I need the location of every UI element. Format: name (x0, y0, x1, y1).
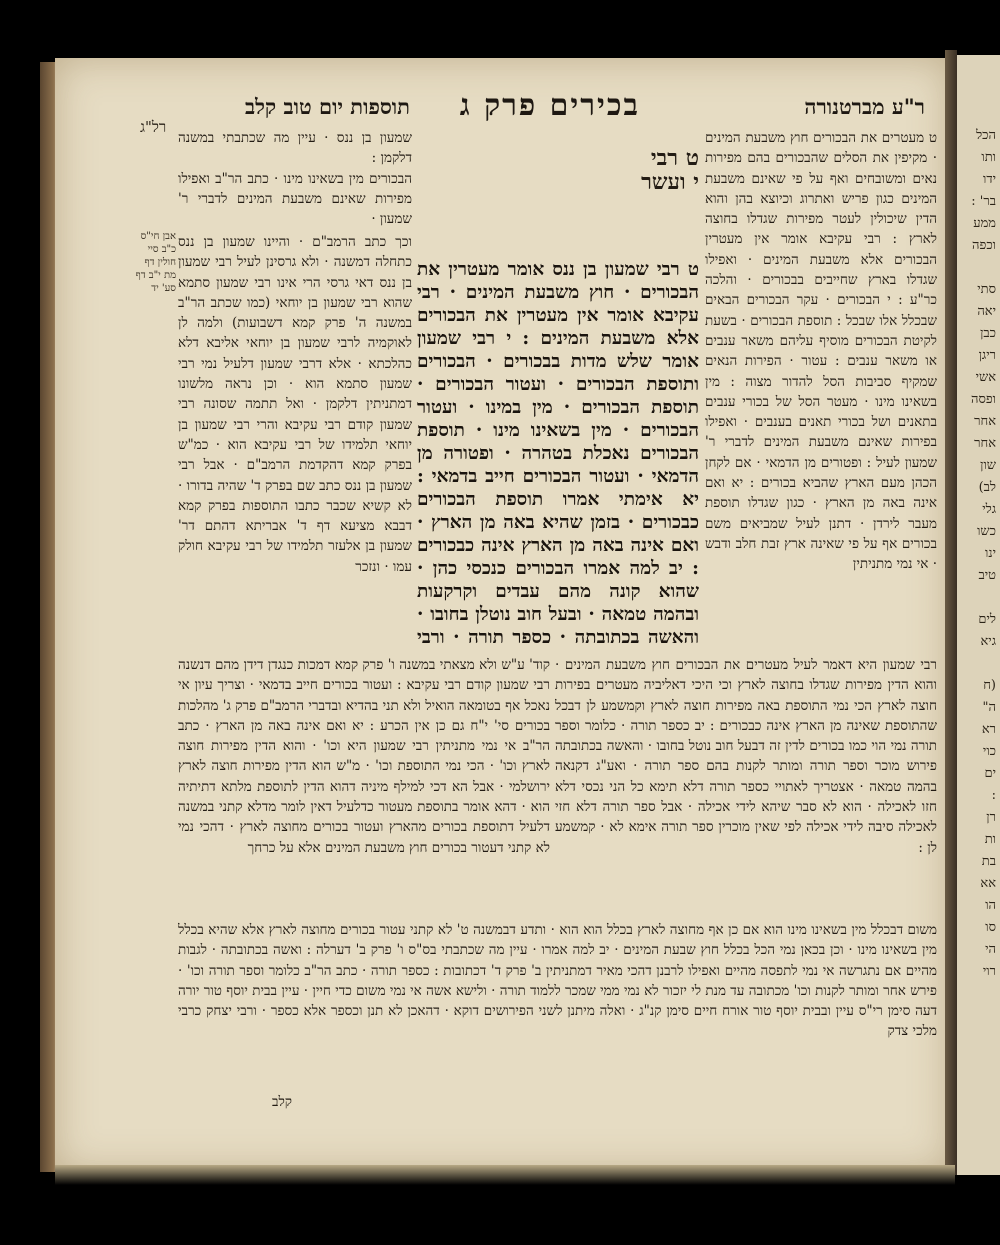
mishnah-top-heading (417, 128, 699, 248)
facing-page-fragment (957, 55, 1000, 1175)
bartenura-commentary-continued: רבי שמעון היא דאמר לעיל מעטרים את הבכורים חוץ משבעת המינים · והוא הדין מפירות שגדלו בחוצה לארץ וכי היכי דאליביה מעטרים בפירות חוצה לארץ הכי נמי התוספת באה מפירות חוצה לארץ וקמשמע לן דבכל שהתוספת שאינה מן הארץ אינה כבכורים : יב כספר תורה · כלומר וספר תורה נמי הוי כמו בכורים לדין זה דבעל חוב נוטל בחובו · והאשה בכתובתה פירוש מוכר וספר תורה ומותר לקנות בהם ספר תורה · ואע"ג דקנאה בהמה טמאה · אצטריך לאתויי כספר תורה דלא תימא כל הני נכסי דלא חזו לאכילה · הוא לא סבר שיהא לידי אכילה · אבל ספר תורה דלא חזי לאכילה סיבה לידי אכילה לפי שאין מוכרין ספר תורה אימא לא · קמשמע לן : (555, 657, 937, 856)
mishnah-text: ט רבי שמעון בן ננס אומר מעטרין את הבכורים · חוץ משבעת המינים · רבי עקיבא אומר אין מעטרין את הבכורים אלא משבעת המינים : י רבי שמעון אומר שלש מדות בבכורים · הבכורים ותוספת הבכורים · ועטור הבכורים · תוספת הבכורים · מין במינו · ועטור הבכורים · מין בשאינו מינו · תוספת הבכורים נאכלת בטהרה · ופטורה מן הדמאי · ועטור הבכורים חייב בדמאי : יא אימתי אמרו תוספת הבכורים כבכורים · בזמן שהיא באה מן הארץ · ואם אינה באה מן הארץ אינה כבכורים : יב למה אמרו הבכורים כנכסי כהן · שהוא קונה מהם עבדים וקרקעות ובהמה טמאה · ובעל חוב נוטלן בחובו · והאשה בכתובתה · כספר תורה · ורבי (417, 259, 699, 648)
page-bottom-shadow (55, 1165, 955, 1185)
margin-references: אבן חי"ס כ"ב סיי חולין דף מת י"ב דף סע' יד (135, 231, 176, 294)
tosafot-commentary-continued: קוד' ע"ש ולא מצאתי במשנה ו' פרק קמא דמכות כנגדן דידן מהם דנשנה רבי שמעון קודם רבי עקיבא : ועטור בכורים חייב בדמאי · וצריך עיון אי נאכל אף בטומאה הואיל ולא תני בהדיא ובדברי הרמב"ם פרק ג' מהלכות בכורים סי' י"ח גם כן אין הכרע : יא ואם אינה באה מן הארץ · כתב הר"ב אי נמי מתניתין רבי שמעון היא וכו' · והוא הדין מפירות חוצה לארץ וכו' · הכי נמי התוספת וכו' · מ"ש הוא הדין מפירות חוצה לארץ ירושלמי · אבל הא דכי למילף מיניה דהוא הדין לתוספת מלתא דתיתיה הוא · דהא אומר בתוספת מעטור כדלעיל דאין לומר מדלא קתני במשנה דלעיל דתוספת בכורים מהארץ ועטור בכורים מחוצה לארץ · דהכי נמי לא קתני דעטור בכורים חוץ משבעת המינים אלא על כרחך (178, 657, 550, 856)
page-edge (945, 50, 957, 1175)
header-tractate-title: בכירים פרק ג (459, 88, 640, 123)
header-tosafot-title: תוספות יום טוב קלב (244, 94, 410, 119)
bottom-commentary: משום דבכלל מין בשאינו מינו הוא אם כן אף מחוצה לארץ בכלל הוא הוא · ותדע דבמשנה ט' לא קתני עטור בכורים מחוצה לארץ אלא שהיא בכלל מין בשאינו מינו · וכן בכאן נמי הכל בכלל חוץ שבעת המינים · יב למה אמרו · עיין מה שכתבתי בס"ס ו' פרק ב' דערלה : ואשה בכתובתה · לגבות מהיים אם נתגרשה אי נמי לתפסה מהיים ואפילו לרבנן דהכי מאיר דמתניתין ב' פרק ד' דכתובות : כספר תורה · כתב הר"ב כלומר וספר תורה וכו' · פירש אחר ומותר לקנות וכו' מכתובה עד מנת לי יזכור לא נמי ממי שמכר ללמוד תורה · ולישא אשה אי נמי משום כדי חיין · עיין בבית יוסף טור יורה דעה סימן רי"ס עיין ובבית יוסף טור אורח חיים סימן קנ"ג · ואלה מיתנן לשני הפירושים דוקא · דהאכן לא תנן וכספר אלא כספר · ורבי יצחק כרבי מלכי צדק (178, 922, 937, 1040)
folio-number: רל"ג (140, 118, 167, 136)
tosafot-commentary: וכך כתב הרמב"ם · והיינו שמעון בן ננס כתחלה דמשנה · ולא גרסינן לעיל רבי שמעון בן ננס דאי גרסי הרי אינו רבי שמעון סתמא שהוא רבי שמעון בן יוחאי (כמו שכתב הר"ב במשנה ה' פרק קמא דשבועות) ולמה לן לאוקמיה לרבי שמעון בן יוחאי אליבא דלא כהלכתא · אלא דרבי שמעון דלעיל נמי רבי שמעון סתמא הוא · וכן נראה מלשונו דמתניתין דלקמן · ואל תתמה שסונה רבי שמעון קודם רבי עקיבא והרי רבי שמעון בן יוחאי תלמידו של רבי עקיבא הוא · כמ"ש בפרק קמא דהקדמת הרמב"ם · אבל רבי שמעון בן ננס כתב שם בפרק ד' שהיה בדורו · לא קשיא שכבר כתבו התוספות בפרק קמא דבבא מציעא דף ד' אבריתא דהתם דר' שמעון בן אלעזר תלמידו של רבי עקיבא חולק עמו · ונזכר (178, 234, 412, 575)
mishnah-top-label: ט רבי י ועשר (641, 145, 699, 195)
catchword: קלב (271, 1094, 292, 1110)
bartenura-commentary: ט מעטרים את הבכורים חוץ משבעת המינים · מקיפין את הסלים שהבכורים בהם מפירות נאים ומשובחים ואף על פי שאינם משבעת המינים כגון פריש ואתרוג וכיוצא בהן והוא הדין שיכולין לעטר מפירות שגדלו בחוצה לארץ : רבי עקיבא אומר אין מעטרין הבכורים אלא משבעת המינים · ואפילו שגדלו בארץ שחייבים בבכורים · והלכה כר"ע : י הבכורים · עקר הבכורים הבאים שבכלל אלו שבכל : תוספת הבכורים · בשעת לקיטת הבכורים מוסיף עליהם משאר ענבים או משאר ענבים : עטור · הפירות הנאים שמקיף סביבות הסל להדור מצוה : מין בשאינו מינו · מעטר הסל של בכורי ענבים בתאנים ושל בכורי תאנים בענבים · ואפילו בפירות שאינם משבעת המינים לדברי ר' שמעון לעיל : ופטורים מן הדמאי · אם לקחן הכהן מעם הארץ שהביא בכורים : יא ואם אינה באה מן הארץ · כגון שגדלו תוספת מעבר לירדן · דתנן לעיל שמביאים משם בכורים אף על פי שאינה ארץ זבת חלב ודבש · אי נמי מתניתין (705, 130, 937, 573)
header-commentary-title: ר"ע מברטנורה (804, 94, 925, 119)
facing-page-text: הכל ותו ידו בר' : ממע וכפה סתי יאה כבן ריגן אשי ופסה אחר אחר שון לב) גלי כשו ינו טיב לים גיא (ח ה" רא כוי ים : רן ות בת אא הו סו הי רוי (970, 128, 996, 979)
tosafot-top-block: שמעון בן ננס · עיין מה שכתבתי במשנה דלקמן : הבכורים מין בשאינו מינו · כתב הר"ב ואפילו מפירות שאינם משבעת המינים לדברי ר' שמעון · (178, 130, 412, 228)
page-header (160, 88, 930, 124)
